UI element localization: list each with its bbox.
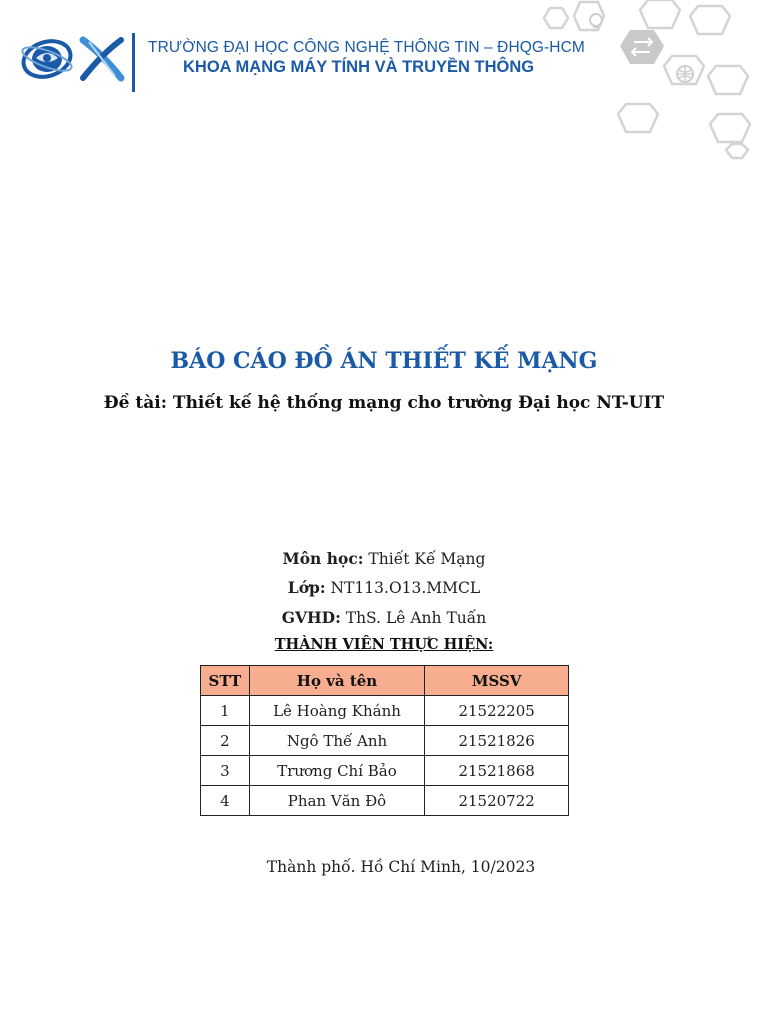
- cell-student-id: 21521826: [425, 726, 569, 756]
- topic-value: Thiết kế hệ thống mạng cho trường Đại học NT-UIT: [172, 393, 665, 413]
- course-value: Thiết Kế Mạng: [368, 550, 486, 568]
- cell-stt: 4: [201, 786, 250, 816]
- class-label: Lớp:: [287, 578, 326, 597]
- table-row: [201, 756, 569, 786]
- place-date: Thành phố. Hồ Chí Minh, 10/2023: [266, 858, 536, 876]
- course-label: Môn học:: [282, 549, 364, 568]
- header-name: Họ và tên: [249, 666, 425, 696]
- table-row: [201, 726, 569, 756]
- cell-name: Phan Văn Đô: [249, 786, 425, 816]
- header-student-id: MSSV: [425, 666, 569, 696]
- course-line: [0, 549, 768, 568]
- school-name: TRƯỜNG ĐẠI HỌC CÔNG NGHỆ THÔNG TIN – ĐHQG-HCM: [148, 39, 585, 56]
- table-row: [201, 696, 569, 726]
- cell-stt: 2: [201, 726, 250, 756]
- class-line: [0, 578, 768, 597]
- header-stt: STT: [201, 666, 250, 696]
- cell-name: Trương Chí Bảo: [249, 756, 425, 786]
- advisor-label: GVHD:: [281, 608, 341, 627]
- table-header-row: [201, 666, 569, 696]
- uit-logo: [20, 36, 76, 82]
- cell-name: Lê Hoàng Khánh: [249, 696, 425, 726]
- report-topic: [0, 393, 768, 413]
- topic-label: Đề tài:: [103, 393, 167, 413]
- advisor-value: ThS. Lê Anh Tuấn: [345, 609, 487, 627]
- members-table: [200, 665, 569, 816]
- header-divider: [132, 33, 135, 92]
- class-value: NT113.O13.MMCL: [330, 579, 481, 597]
- report-title: BÁO CÁO ĐỒ ÁN THIẾT KẾ MẠNG: [170, 348, 598, 374]
- cell-student-id: 21522205: [425, 696, 569, 726]
- faculty-name: KHOA MẠNG MÁY TÍNH VÀ TRUYỀN THÔNG: [183, 58, 535, 76]
- advisor-line: [0, 608, 768, 627]
- members-heading: THÀNH VIÊN THỰC HIỆN:: [274, 636, 494, 653]
- hexagon-decoration-icon: [530, 0, 768, 180]
- cell-stt: 1: [201, 696, 250, 726]
- page-header: [0, 0, 768, 110]
- cell-student-id: 21521868: [425, 756, 569, 786]
- cell-stt: 3: [201, 756, 250, 786]
- faculty-x-logo: [79, 36, 125, 82]
- cell-student-id: 21520722: [425, 786, 569, 816]
- cell-name: Ngô Thế Anh: [249, 726, 425, 756]
- table-row: [201, 786, 569, 816]
